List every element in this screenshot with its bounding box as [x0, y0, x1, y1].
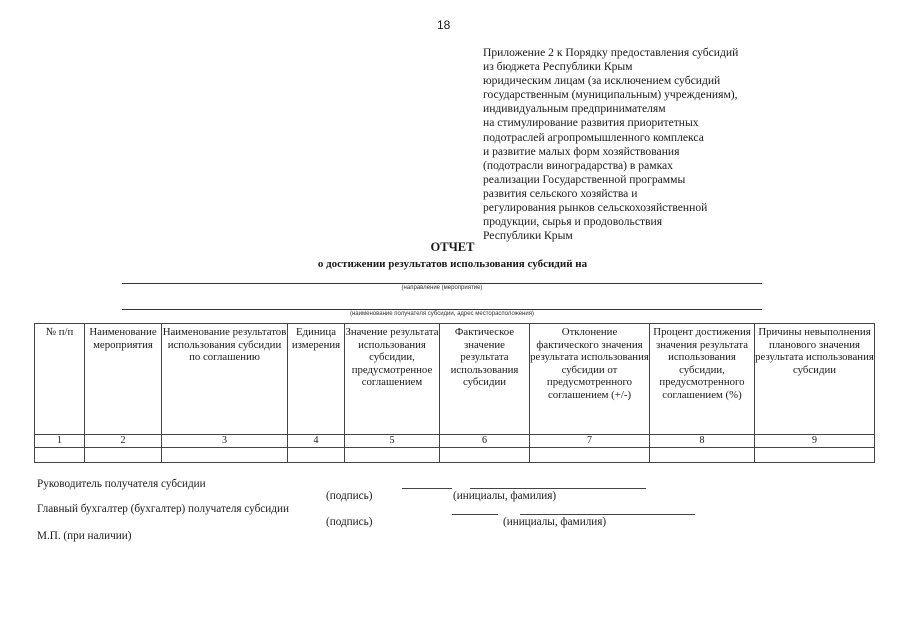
appendix-line: на стимулирование развития приоритетных: [483, 116, 699, 130]
table-cell: [530, 448, 650, 463]
stamp-label: М.П. (при наличии): [37, 530, 132, 542]
head-signature-caption: (подпись): [326, 490, 373, 502]
table-cell: [288, 448, 345, 463]
column-number: 4: [288, 435, 345, 448]
column-header: № п/п: [35, 324, 85, 435]
appendix-line: юридическим лицам (за исключением субсидий: [483, 74, 721, 88]
direction-fill-line: [122, 283, 762, 284]
head-initials-caption: (инициалы, фамилия): [453, 490, 557, 502]
column-header: Причины невыполнения планового значения результата использования субсидии: [755, 324, 875, 435]
appendix-line: Республики Крым: [483, 229, 573, 243]
page-number: 18: [437, 18, 451, 32]
column-number: 6: [440, 435, 530, 448]
column-number: 1: [35, 435, 85, 448]
appendix-note: [483, 46, 803, 243]
appendix-line: реализации Государственной программы: [483, 172, 686, 186]
appendix-line: из бюджета Республики Крым: [483, 60, 633, 74]
column-header: Отклонение фактического значения результата использования субсидии от предусмотренного соглашением (+/-): [530, 324, 650, 435]
accountant-initials-caption: (инициалы, фамилия): [503, 516, 607, 528]
recipient-caption: (наименование получателя субсидии, адрес месторасположения): [350, 311, 534, 317]
column-header: Процент достижения значения результата использования субсидии, предусмотренного соглашением (%): [650, 324, 755, 435]
report-table: [34, 323, 875, 463]
table-cell: [440, 448, 530, 463]
appendix-line: индивидуальным предпринимателям: [483, 102, 666, 116]
table-cell: [162, 448, 288, 463]
column-number: 2: [85, 435, 162, 448]
accountant-signature-caption: (подпись): [326, 516, 373, 528]
column-number: 8: [650, 435, 755, 448]
column-number-row: [35, 435, 875, 448]
column-number: 7: [530, 435, 650, 448]
appendix-line: Приложение 2 к Порядку предоставления субсидий: [483, 46, 739, 59]
column-header: Наименование мероприятия: [85, 324, 162, 435]
column-number: 3: [162, 435, 288, 448]
appendix-line: подотраслей агропромышленного комплекса: [483, 130, 704, 144]
column-number: 5: [345, 435, 440, 448]
appendix-line: продукции, сырья и продовольствия: [483, 215, 663, 229]
table-cell: [35, 448, 85, 463]
column-header: Значение результата использования субсидии, предусмотренное соглашением: [345, 324, 440, 435]
appendix-line: развития сельского хозяйства и: [483, 186, 638, 200]
column-header: Фактическое значение результата использования субсидии: [440, 324, 530, 435]
head-initials-line: [470, 488, 646, 489]
head-signature-line: [402, 488, 452, 489]
appendix-line: государственным (муниципальным) учреждениям),: [483, 88, 738, 102]
accountant-initials-line: [520, 514, 695, 515]
appendix-line: регулирования рынков сельскохозяйственной: [483, 201, 708, 215]
table-cell: [755, 448, 875, 463]
table-cell: [85, 448, 162, 463]
table-row: [35, 448, 875, 463]
column-header: Единица измерения: [288, 324, 345, 435]
appendix-line: и развитие малых форм хозяйствования: [483, 144, 680, 158]
column-header: Наименование результатов использования субсидии по соглашению: [162, 324, 288, 435]
table-cell: [345, 448, 440, 463]
head-signature-label: Руководитель получателя субсидии: [37, 478, 206, 490]
accountant-signature-label: Главный бухгалтер (бухгалтер) получателя субсидии: [37, 503, 289, 515]
column-number: 9: [755, 435, 875, 448]
appendix-line: (подотрасли виноградарства) в рамках: [483, 158, 673, 172]
report-subtitle: о достижении результатов использования субсидий на: [317, 258, 588, 270]
direction-caption: (направление (мероприятие): [401, 285, 483, 291]
table-cell: [650, 448, 755, 463]
accountant-signature-line: [452, 514, 498, 515]
table-header-row: [35, 324, 875, 435]
recipient-fill-line: [122, 309, 762, 310]
report-title: ОТЧЕТ: [430, 240, 475, 254]
